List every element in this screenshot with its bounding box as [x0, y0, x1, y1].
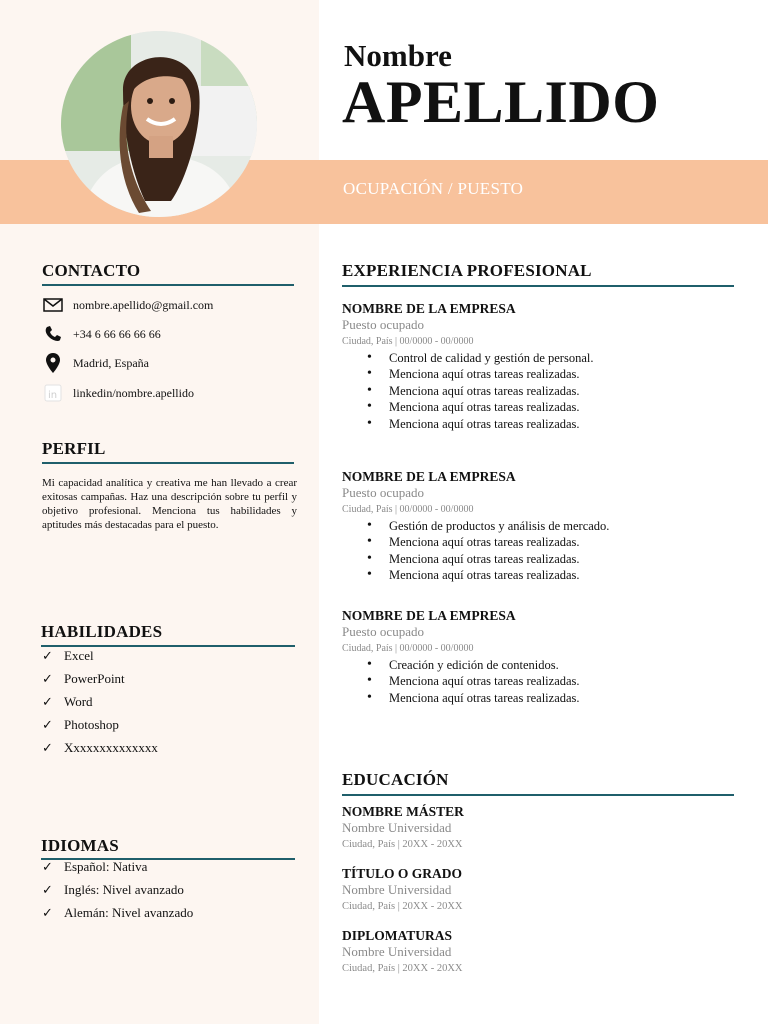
- location-dates: Ciudad, País | 00/0000 - 00/0000: [342, 336, 474, 347]
- skill-item: [42, 667, 158, 690]
- education-entry: [342, 928, 742, 974]
- institution: Nombre Universidad: [342, 882, 452, 897]
- institution: Nombre Universidad: [342, 820, 452, 835]
- task-item: • Menciona aquí otras tareas realizadas.: [389, 383, 742, 399]
- task-list: [342, 518, 742, 584]
- languages-heading: IDIOMAS: [41, 836, 119, 855]
- position: Puesto ocupado: [342, 317, 424, 332]
- education-entry: [342, 804, 742, 850]
- last-name: APELLIDO: [342, 69, 660, 135]
- language-item: [42, 901, 193, 924]
- contact-linkedin[interactable]: [42, 384, 194, 402]
- check-icon: ✓: [42, 670, 53, 686]
- skill-item: [42, 736, 158, 759]
- company-name: NOMBRE DE LA EMPRESA: [342, 469, 516, 484]
- task-list: [342, 350, 742, 432]
- location-dates: Ciudad, País | 20XX - 20XX: [342, 963, 463, 974]
- contact-rule: [42, 284, 294, 286]
- experience-rule: [342, 285, 734, 287]
- first-name: Nombre: [344, 38, 452, 73]
- task-item: • Menciona aquí otras tareas realizadas.: [389, 534, 742, 550]
- language-label: Alemán: Nivel avanzado: [64, 904, 194, 920]
- check-icon: ✓: [42, 647, 53, 663]
- phone-text: +34 6 66 66 66 66: [73, 326, 161, 341]
- skill-label: PowerPoint: [64, 670, 125, 686]
- check-icon: ✓: [42, 904, 53, 920]
- task-item: • Menciona aquí otras tareas realizadas.: [389, 399, 742, 415]
- skill-label: Word: [64, 693, 93, 709]
- location-dates: Ciudad, País | 00/0000 - 00/0000: [342, 504, 474, 515]
- task-item: • Menciona aquí otras tareas realizadas.: [389, 690, 742, 706]
- contact-heading: CONTACTO: [42, 261, 141, 280]
- language-item: [42, 855, 193, 878]
- skill-item: [42, 644, 158, 667]
- task-item: • Menciona aquí otras tareas realizadas.: [389, 366, 742, 382]
- location-dates: Ciudad, País | 20XX - 20XX: [342, 901, 463, 912]
- position: Puesto ocupado: [342, 624, 424, 639]
- location-dates: Ciudad, País | 00/0000 - 00/0000: [342, 643, 474, 654]
- contact-location: [42, 354, 149, 372]
- envelope-icon: [42, 296, 64, 314]
- phone-icon: [42, 325, 64, 343]
- position: Puesto ocupado: [342, 485, 424, 500]
- task-item: • Menciona aquí otras tareas realizadas.: [389, 673, 742, 689]
- linkedin-icon: [42, 384, 64, 402]
- svg-text:in: in: [48, 390, 58, 401]
- location-text: Madrid, España: [73, 355, 149, 370]
- check-icon: ✓: [42, 739, 53, 755]
- skills-heading: HABILIDADES: [41, 622, 163, 641]
- job-entry: [342, 301, 742, 432]
- task-item: • Control de calidad y gestión de personal.: [389, 350, 742, 366]
- skills-list: [42, 644, 158, 759]
- email-text: nombre.apellido@gmail.com: [73, 297, 214, 312]
- company-name: NOMBRE DE LA EMPRESA: [342, 608, 516, 623]
- check-icon: ✓: [42, 858, 53, 874]
- location-dates: Ciudad, País | 20XX - 20XX: [342, 839, 463, 850]
- linkedin-text: linkedin/nombre.apellido: [73, 385, 194, 400]
- language-label: Español: Nativa: [64, 858, 148, 874]
- occupation-title: OCUPACIÓN / PUESTO: [343, 179, 524, 198]
- degree-name: TÍTULO O GRADO: [342, 866, 463, 881]
- degree-name: DIPLOMATURAS: [342, 928, 453, 943]
- education-heading: EDUCACIÓN: [342, 770, 449, 789]
- task-item: • Menciona aquí otras tareas realizadas.: [389, 551, 742, 567]
- contact-email[interactable]: [42, 296, 213, 314]
- experience-heading: EXPERIENCIA PROFESIONAL: [342, 261, 592, 280]
- skill-label: Xxxxxxxxxxxxxx: [64, 739, 158, 755]
- institution: Nombre Universidad: [342, 944, 452, 959]
- task-item: • Gestión de productos y análisis de mercado.: [389, 518, 742, 534]
- contact-phone[interactable]: [42, 325, 161, 343]
- task-list: [342, 657, 742, 706]
- skill-label: Photoshop: [64, 716, 119, 732]
- task-item: • Creación y edición de contenidos.: [389, 657, 742, 673]
- skill-label: Excel: [64, 647, 94, 663]
- profile-rule: [42, 462, 294, 464]
- skill-item: [42, 690, 158, 713]
- check-icon: ✓: [42, 716, 53, 732]
- task-item: • Menciona aquí otras tareas realizadas.: [389, 567, 742, 583]
- location-pin-icon: [42, 354, 64, 372]
- profile-text: Mi capacidad analítica y creativa me han llevado a crear exitosas campañas. Haz una descripción sobre tu perfil y objetivo profesional. Menciona tus habilidades y aptitudes más destacadas para el puesto.: [42, 477, 297, 531]
- skill-item: [42, 713, 158, 736]
- job-entry: [342, 608, 742, 706]
- company-name: NOMBRE DE LA EMPRESA: [342, 301, 516, 316]
- profile-photo-illustration: [61, 31, 257, 217]
- check-icon: ✓: [42, 693, 53, 709]
- language-label: Inglés: Nivel avanzado: [64, 881, 184, 897]
- profile-photo: [61, 31, 257, 217]
- task-item: • Menciona aquí otras tareas realizadas.: [389, 416, 742, 432]
- language-item: [42, 878, 193, 901]
- check-icon: ✓: [42, 881, 53, 897]
- profile-heading: PERFIL: [42, 439, 106, 458]
- education-rule: [342, 794, 734, 796]
- languages-list: [42, 855, 193, 924]
- education-entry: [342, 866, 742, 912]
- degree-name: NOMBRE MÁSTER: [342, 804, 464, 819]
- job-entry: [342, 469, 742, 584]
